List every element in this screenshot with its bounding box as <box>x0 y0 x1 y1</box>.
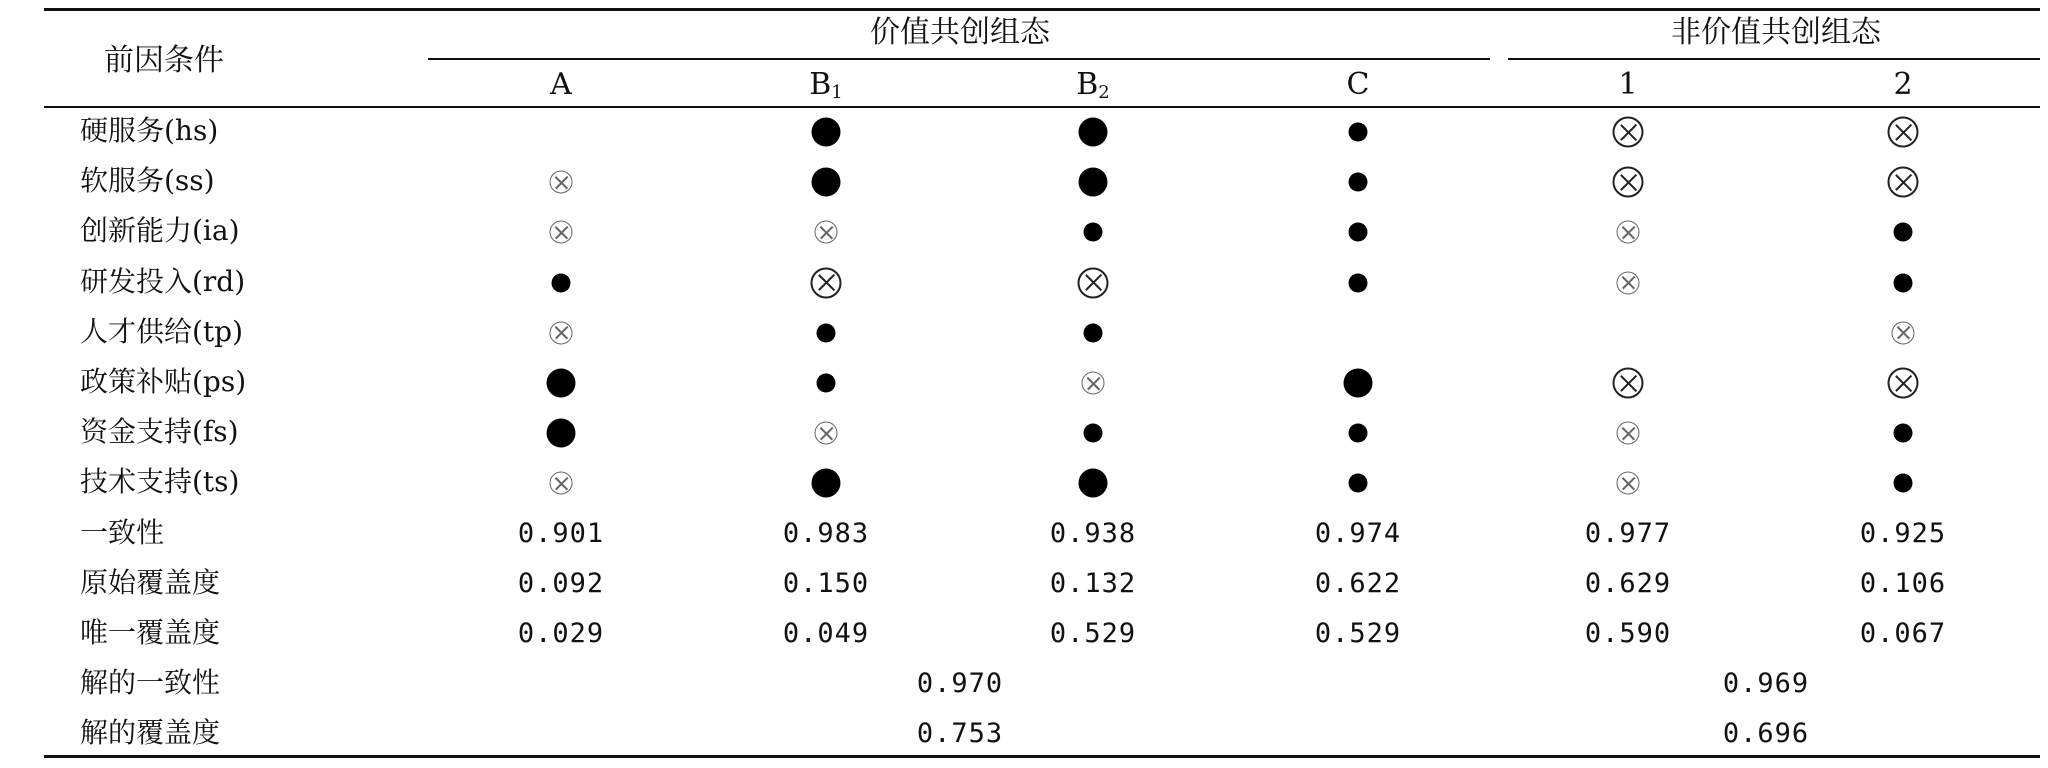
peripheral-present-icon <box>1349 123 1368 142</box>
core-present-icon <box>1344 369 1373 398</box>
core-present-icon <box>812 168 841 197</box>
core-present-icon <box>1079 469 1108 498</box>
solution-value-nonvalue-group: 0.969 <box>1722 668 1810 700</box>
group-rule-nonvalue <box>1508 58 2040 60</box>
condition-label: 资金支持(fs) <box>80 415 239 449</box>
core-absent-icon <box>1888 167 1919 198</box>
metric-value: 0.092 <box>517 567 605 599</box>
metric-value: 0.029 <box>517 618 605 649</box>
column-header-6: 2 <box>1893 67 1913 102</box>
core-absent-icon <box>1888 117 1919 148</box>
condition-label: 技术支持(ts) <box>80 465 240 499</box>
condition-label: 研发投入(rd) <box>80 264 246 298</box>
core-present-icon <box>812 118 841 147</box>
metric-value: 0.049 <box>782 618 870 649</box>
peripheral-absent-icon <box>815 422 838 445</box>
peripheral-absent-icon <box>1892 321 1915 344</box>
solution-value-nonvalue-group: 0.696 <box>1722 718 1810 750</box>
metric-value: 0.529 <box>1049 618 1137 649</box>
condition-label: 人才供给(tp) <box>80 314 244 348</box>
peripheral-absent-icon <box>550 221 573 244</box>
column-header-3: $B_2$ <box>1076 67 1110 103</box>
peripheral-present-icon <box>1349 474 1368 493</box>
core-present-icon <box>1079 118 1108 147</box>
metric-value: 0.067 <box>1859 618 1947 649</box>
metric-value: 0.106 <box>1859 567 1947 599</box>
peripheral-absent-icon <box>1617 472 1640 495</box>
solution-value-value-group: 0.753 <box>916 718 1004 750</box>
peripheral-present-icon <box>552 273 571 292</box>
column-header-1: A <box>550 67 572 102</box>
column-header-5: 1 <box>1618 67 1638 102</box>
peripheral-present-icon <box>1084 223 1103 242</box>
condition-column-header: 前因条件 <box>104 43 224 78</box>
metric-value: 0.938 <box>1049 517 1137 549</box>
peripheral-present-icon <box>1894 273 1913 292</box>
condition-label: 硬服务(hs) <box>80 114 219 147</box>
value-config-group-header: 价值共创组态 <box>870 15 1050 50</box>
solution-label: 解的一致性 <box>80 666 221 700</box>
core-present-icon <box>1079 168 1108 197</box>
core-absent-icon <box>1613 117 1644 148</box>
peripheral-present-icon <box>1349 223 1368 242</box>
metric-value: 0.132 <box>1049 567 1137 599</box>
peripheral-present-icon <box>817 374 836 393</box>
metric-value: 0.925 <box>1859 517 1947 549</box>
nonvalue-config-group-header: 非价值共创组态 <box>1671 15 1881 50</box>
peripheral-absent-icon <box>815 221 838 244</box>
peripheral-absent-icon <box>550 171 573 194</box>
peripheral-absent-icon <box>1617 271 1640 294</box>
peripheral-present-icon <box>1894 474 1913 493</box>
metric-value: 0.622 <box>1314 567 1402 599</box>
metric-value: 0.629 <box>1584 567 1672 599</box>
column-header-subscript: 2 <box>1098 82 1110 103</box>
metric-value: 0.150 <box>782 567 870 599</box>
metric-value: 0.983 <box>782 517 870 549</box>
peripheral-present-icon <box>1084 424 1103 443</box>
core-absent-icon <box>1888 368 1919 399</box>
condition-label: 软服务(ss) <box>80 164 215 198</box>
peripheral-present-icon <box>1349 173 1368 192</box>
core-present-icon <box>547 419 576 448</box>
group-rule-value <box>428 58 1490 60</box>
peripheral-absent-icon <box>550 472 573 495</box>
core-absent-icon <box>811 267 842 298</box>
peripheral-absent-icon <box>1617 221 1640 244</box>
header-bottom-rule <box>44 106 2040 108</box>
metric-value: 0.901 <box>517 517 605 549</box>
bottom-rule <box>44 755 2040 758</box>
core-absent-icon <box>1078 267 1109 298</box>
solution-value-value-group: 0.970 <box>916 668 1004 700</box>
metric-label: 唯一覆盖度 <box>80 616 221 649</box>
core-absent-icon <box>1613 368 1644 399</box>
metric-label: 一致性 <box>80 515 165 549</box>
column-header-subscript: 1 <box>831 82 843 103</box>
core-present-icon <box>547 369 576 398</box>
peripheral-present-icon <box>1349 424 1368 443</box>
peripheral-present-icon <box>1894 424 1913 443</box>
metric-value: 0.974 <box>1314 517 1402 549</box>
metric-label: 原始覆盖度 <box>80 565 221 599</box>
peripheral-present-icon <box>1084 323 1103 342</box>
metric-value: 0.590 <box>1584 618 1672 649</box>
column-header-4: C <box>1346 67 1370 102</box>
condition-label: 政策补贴(ps) <box>80 365 247 398</box>
column-header-2: $B_1$ <box>809 67 843 103</box>
condition-label: 创新能力(ia) <box>80 214 240 248</box>
peripheral-present-icon <box>817 323 836 342</box>
peripheral-present-icon <box>1894 223 1913 242</box>
peripheral-absent-icon <box>1082 372 1105 395</box>
metric-value: 0.529 <box>1314 618 1402 649</box>
top-rule <box>44 8 2040 11</box>
metric-value: 0.977 <box>1584 517 1672 549</box>
core-absent-icon <box>1613 167 1644 198</box>
solution-label: 解的覆盖度 <box>80 716 221 750</box>
peripheral-absent-icon <box>1617 422 1640 445</box>
peripheral-absent-icon <box>550 321 573 344</box>
peripheral-present-icon <box>1349 273 1368 292</box>
core-present-icon <box>812 469 841 498</box>
